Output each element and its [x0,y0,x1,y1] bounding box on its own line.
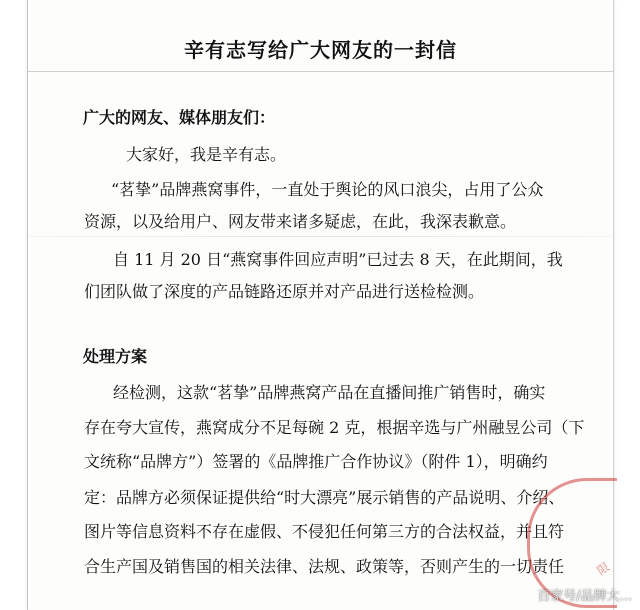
seal-character: 限 [594,559,613,579]
paragraph-line: 资源，以及给用户、网友带来诸多疑虑，在此，我深表歉意。 [84,212,517,231]
paper-fold-line [28,236,613,237]
section-line: 存在夸大宣传，燕窝成分不足每碗 2 克，根据辛选与广州融昱公司（下 [84,418,585,437]
section-line: 图片等信息资料不存在虚假、不侵犯任何第三方的合法权益，并且符 [84,522,565,541]
paragraph-line: “茗挚”品牌燕窝事件，一直处于舆论的风口浪尖，占用了公众 [111,180,544,199]
paragraph-line: 们团队做了深度的产品链路还原并对产品进行送检检测。 [84,282,485,301]
source-watermark: 百家号/品牌大... [537,589,632,604]
section-line: 经检测，这款“茗挚”品牌燕窝产品在直播间推广销售时，确实 [113,383,546,402]
section-heading: 处理方案 [83,347,148,366]
letter-title: 辛有志写给广大网友的一封信 [184,38,457,62]
letter-document [27,0,614,610]
title-divider [28,71,613,72]
section-line: 定：品牌方必须保证提供给“时大漂亮”展示销售的产品说明、介绍、 [84,488,565,507]
section-line: 合生产国及销售国的相关法律、法规、政策等，否则产生的一切责任 [84,557,565,576]
salutation: 广大的网友、媒体朋友们： [83,108,276,127]
section-line: 文统称“品牌方”）签署的《品牌推广合作协议》（附件 1），明确约 [84,452,548,471]
paragraph-line: 自 11 月 20 日“燕窝事件回应声明”已过去 8 天，在此期间，我 [113,250,563,269]
paragraph-line: 大家好，我是辛有志。 [126,145,287,164]
